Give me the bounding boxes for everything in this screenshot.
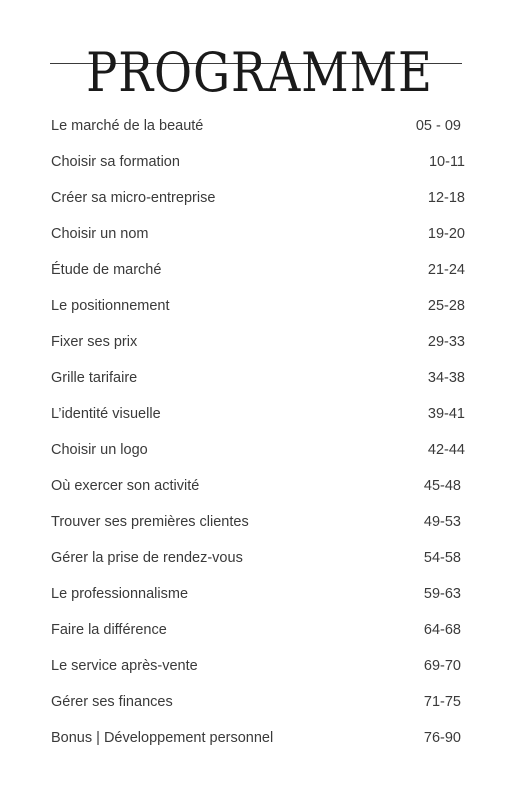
toc-item-label: Le professionnalisme — [51, 586, 189, 602]
toc-item-pages: 12-18 — [427, 190, 465, 206]
toc-item-label: L’identité visuelle — [51, 406, 161, 422]
toc-item-label: Gérer ses finances — [51, 694, 173, 710]
toc-item-pages: 21-24 — [427, 262, 465, 278]
toc-item-pages: 10-11 — [428, 154, 465, 170]
toc-item-label: Trouver ses premières clientes — [51, 514, 249, 530]
toc-item-pages: 05 - 09 — [415, 118, 461, 134]
toc-row — [51, 254, 471, 290]
toc-row — [51, 542, 471, 578]
toc-row — [51, 722, 471, 758]
toc-row — [51, 434, 471, 470]
toc-item-label: Choisir un logo — [51, 442, 148, 458]
toc-row — [51, 290, 471, 326]
toc-item-label: Créer sa micro-entreprise — [51, 190, 216, 206]
title-block — [0, 40, 512, 106]
toc-item-label: Gérer la prise de rendez-vous — [51, 550, 243, 566]
toc-row — [51, 218, 471, 254]
toc-item-pages: 59-63 — [423, 586, 461, 602]
toc-row — [51, 362, 471, 398]
toc-item-label: Faire la différence — [51, 622, 167, 638]
toc-item-pages: 29-33 — [427, 334, 465, 350]
toc-item-label: Où exercer son activité — [51, 478, 200, 494]
toc-row — [51, 398, 471, 434]
toc-item-pages: 64-68 — [423, 622, 461, 638]
toc-row — [51, 110, 471, 146]
toc-item-label: Le positionnement — [51, 298, 170, 314]
toc-item-label: Bonus | Développement personnel — [51, 730, 274, 746]
page-title: PROGRAMME — [86, 41, 433, 104]
toc-item-label: Le marché de la beauté — [51, 118, 204, 134]
toc-item-label: Choisir sa formation — [51, 154, 180, 170]
toc-item-label: Fixer ses prix — [51, 334, 138, 350]
toc-item-pages: 54-58 — [423, 550, 461, 566]
toc-row — [51, 650, 471, 686]
toc-row — [51, 614, 471, 650]
toc-row — [51, 578, 471, 614]
toc-row — [51, 686, 471, 722]
toc-item-pages: 39-41 — [427, 406, 465, 422]
toc-item-label: Étude de marché — [51, 262, 162, 278]
toc-row — [51, 470, 471, 506]
toc-item-pages: 71-75 — [423, 694, 461, 710]
toc-item-pages: 19-20 — [427, 226, 465, 242]
toc-item-pages: 45-48 — [423, 478, 461, 494]
toc-item-pages: 69-70 — [423, 658, 461, 674]
toc-item-pages: 34-38 — [427, 370, 465, 386]
toc-item-pages: 25-28 — [427, 298, 465, 314]
toc-row — [51, 182, 471, 218]
toc-row — [51, 506, 471, 542]
table-of-contents — [51, 110, 471, 758]
toc-item-label: Grille tarifaire — [51, 370, 138, 386]
toc-item-pages: 49-53 — [423, 514, 461, 530]
toc-item-pages: 76-90 — [423, 730, 461, 746]
toc-item-pages: 42-44 — [427, 442, 465, 458]
toc-row — [51, 146, 471, 182]
toc-item-label: Choisir un nom — [51, 226, 149, 242]
toc-row — [51, 326, 471, 362]
toc-item-label: Le service après-vente — [51, 658, 198, 674]
